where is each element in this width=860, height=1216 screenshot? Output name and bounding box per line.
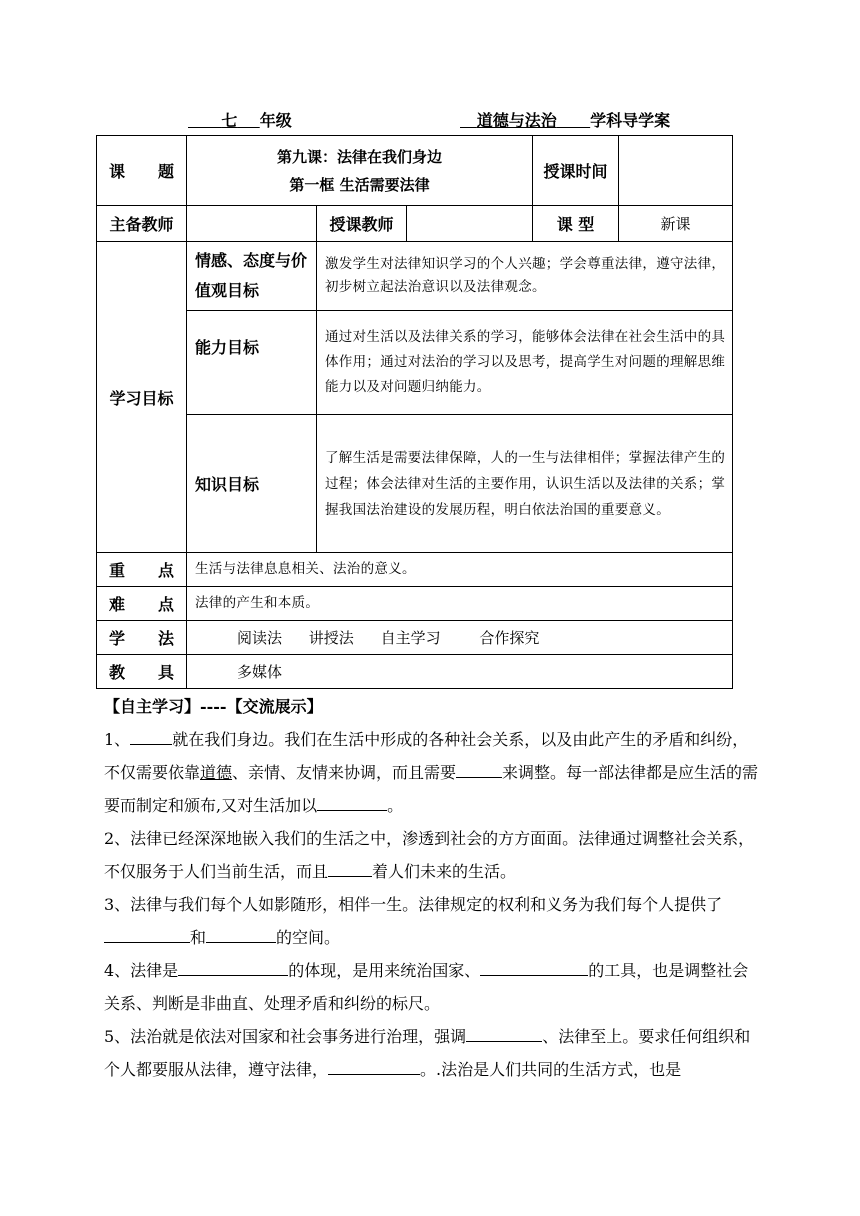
method-item: 合作探究 xyxy=(479,629,540,647)
goal-row-emotion xyxy=(97,242,733,311)
question-3: 3、法律与我们每个人如影随形，相伴一生。法律规定的权利和义务为我们每个人提供了和 的空间。 xyxy=(104,895,723,947)
time-value xyxy=(619,136,733,206)
key-label: 重 点 xyxy=(97,553,187,587)
goals-label: 学习目标 xyxy=(97,242,187,553)
type-value: 新课 xyxy=(619,206,733,242)
answer-blank[interactable] xyxy=(480,958,588,976)
subject-field xyxy=(460,108,670,131)
goal-emotion-text: 激发学生对法律知识学习的个人兴趣；学会尊重法律，遵守法律，初步树立起法治意识以及法律观念。 xyxy=(317,242,733,311)
goal-knowledge-label: 知识目标 xyxy=(187,415,317,553)
header xyxy=(0,108,860,132)
lead-teacher-label: 主备教师 xyxy=(97,206,187,242)
question-5: 5、法治就是依法对国家和社会事务进行治理，强调 、法律至上。要求任何组织和个人都要服从法律，遵守法律， 。.法治是人们共同的生活方式，也是 xyxy=(104,1020,764,1086)
method-row xyxy=(97,621,733,655)
self-study-section xyxy=(104,690,764,1086)
answer-blank[interactable] xyxy=(104,925,190,943)
topic-label: 课 题 xyxy=(97,136,187,206)
method-item: 自主学习 xyxy=(380,629,441,647)
teacher-value xyxy=(407,206,533,242)
subject-value: 道德与法治 xyxy=(476,111,557,130)
goal-ability-text: 通过对生活以及法律关系的学习，能够体会法律在社会生活中的具体作用；通过对法治的学习以及思考，提高学生对问题的理解思维能力以及对问题归纳能力。 xyxy=(317,311,733,415)
grade-suffix: 年级 xyxy=(259,111,292,130)
goal-row-ability xyxy=(97,311,733,415)
topic-line-2: 第一框 生活需要法律 xyxy=(289,175,430,194)
goal-ability-label: 能力目标 xyxy=(187,311,317,415)
answer-blank[interactable] xyxy=(206,925,276,943)
answer-blank[interactable] xyxy=(466,1024,542,1042)
answer-blank[interactable] xyxy=(328,859,372,877)
grade-field xyxy=(188,108,292,131)
difficult-value: 法律的产生和本质。 xyxy=(187,587,733,621)
tools-row xyxy=(97,655,733,689)
answer-blank[interactable] xyxy=(178,958,288,976)
method-item: 阅读法 xyxy=(237,629,283,647)
difficult-row xyxy=(97,587,733,621)
goal-emotion-label: 情感、态度与价值观目标 xyxy=(187,242,317,311)
lesson-plan-table xyxy=(96,135,733,689)
teacher-row xyxy=(97,206,733,242)
topic-line-1: 第九课：法律在我们身边 xyxy=(277,147,443,166)
key-row xyxy=(97,553,733,587)
type-label: 课 型 xyxy=(533,206,619,242)
method-label: 学 法 xyxy=(97,621,187,655)
answer-blank[interactable] xyxy=(317,793,387,811)
answer-blank[interactable] xyxy=(456,760,502,778)
question-4: 4、法律是 的体现，是用来统治国家、 的工具，也是调整社会关系、判断是非曲直、处理矛盾和纠纷的标尺。 xyxy=(104,954,764,1020)
question-1: 1、 就在我们身边。我们在生活中形成的各种社会关系，以及由此产生的矛盾和纠纷，不仅需要依靠道德、亲情、友情来协调，而且需要 来调整。每一部法律都是应生活的需要而制定和颁布,又对生活加以 。 xyxy=(104,723,764,822)
method-item: 讲授法 xyxy=(308,629,354,647)
lead-teacher-value xyxy=(187,206,317,242)
topic-row xyxy=(97,136,733,206)
key-value: 生活与法律息息相关、法治的意义。 xyxy=(187,553,733,587)
answer-blank[interactable] xyxy=(328,1057,420,1075)
difficult-label: 难 点 xyxy=(97,587,187,621)
grade-value: 七 xyxy=(221,111,238,130)
question-2: 2、法律已经深深地嵌入我们的生活之中，渗透到社会的方方面面。法律通过调整社会关系，不仅服务于人们当前生活，而且 着人们未来的生活。 xyxy=(104,829,755,881)
tools-value: 多媒体 xyxy=(187,655,733,689)
answer-blank[interactable] xyxy=(130,727,172,745)
subject-suffix: 学科导学案 xyxy=(590,111,671,130)
goal-row-knowledge xyxy=(97,415,733,553)
goal-knowledge-text: 了解生活是需要法律保障，人的一生与法律相伴；掌握法律产生的过程；体会法律对生活的主要作用，认识生活以及法律的关系；掌握我国法治建设的发展历程，明白依法治国的重要意义。 xyxy=(317,415,733,553)
method-list xyxy=(187,621,733,655)
teacher-label: 授课教师 xyxy=(317,206,407,242)
section-title: 【自主学习】----【交流展示】 xyxy=(104,697,323,716)
tools-label: 教 具 xyxy=(97,655,187,689)
time-label: 授课时间 xyxy=(533,136,619,206)
topic-title xyxy=(187,136,533,206)
